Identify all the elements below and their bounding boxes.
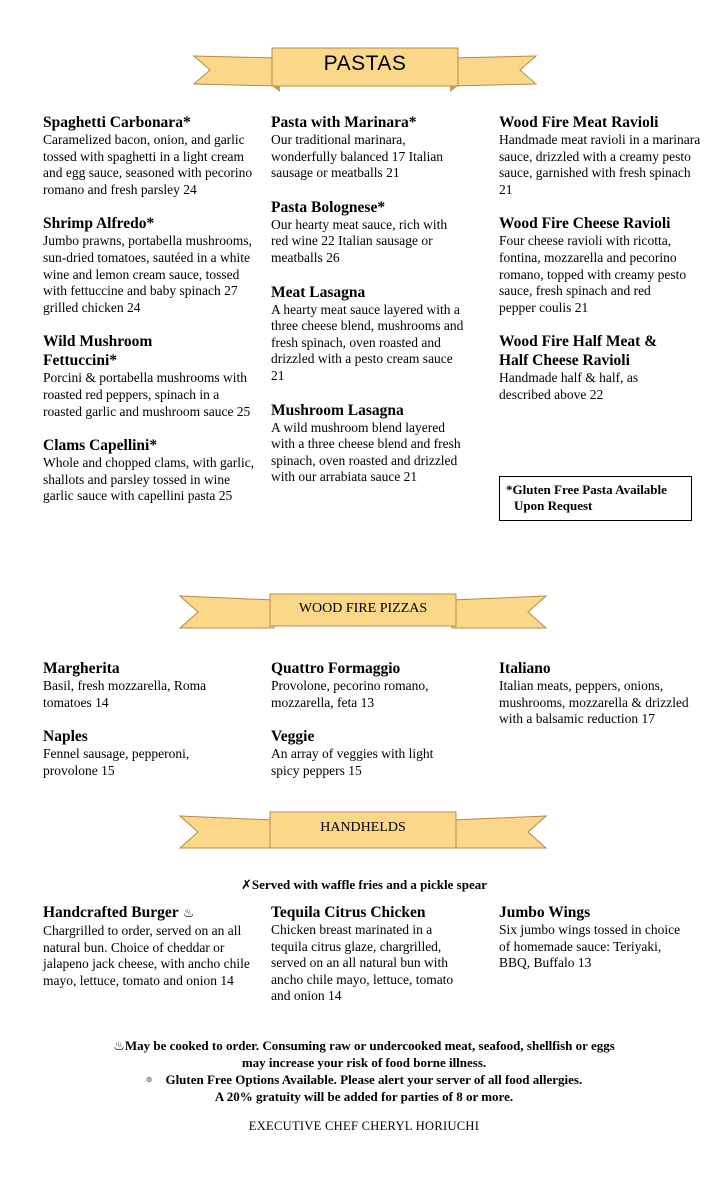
pastas-banner — [192, 44, 538, 96]
menu-item — [499, 332, 704, 403]
menu-item — [43, 659, 258, 711]
item-description: Our hearty meat sauce, rich with red wine 22 Italian sausage or meatballs 26 — [271, 216, 448, 265]
served-with-text: Served with waffle fries and a pickle spear — [251, 877, 487, 892]
menu-item — [271, 903, 466, 1005]
item-description: Caramelized bacon, onion, and garlic tossed with spaghetti in a light cream and egg sauce, seasoned with pecorino romano and fresh parsley 24 — [43, 132, 253, 197]
item-description: Italian meats, peppers, onions, mushrooms, mozzarella & drizzled with a balsamic reduction 17 — [499, 678, 689, 727]
menu-item — [271, 283, 466, 385]
food-safety-notice-line-2: may increase your risk of food borne illness. — [241, 1055, 487, 1070]
menu-item — [271, 727, 471, 779]
handhelds-column-3 — [499, 903, 694, 988]
gluten-free-line-2: Upon Request — [514, 498, 593, 513]
item-description: Jumbo prawns, portabella mushrooms, sun-dried tomatoes, sautéed in a white wine and lemon cream sauce, tossed with fettuccine and baby spinach 27 grilled chicken 24 — [43, 233, 252, 315]
item-name: Tequila Citrus Chicken — [271, 904, 426, 921]
food-safety-notice-line-1 — [0, 1037, 728, 1055]
pizzas-column-2 — [271, 659, 471, 795]
flame-icon: ♨ — [178, 906, 195, 921]
menu-item — [43, 113, 258, 198]
menu-item — [271, 113, 466, 182]
item-description: Basil, fresh mozzarella, Roma tomatoes 14 — [43, 678, 207, 710]
item-name: Naples — [43, 728, 88, 746]
menu-item — [43, 436, 258, 505]
item-name: Shrimp Alfredo* — [43, 215, 155, 233]
crossed-utensils-icon: ✗ — [241, 878, 252, 893]
item-description: Our traditional marinara, wonderfully balanced 17 Italian sausage or meatballs 21 — [271, 132, 444, 181]
menu-item — [271, 401, 466, 486]
allergy-alert-text: . Please alert your server of all food allergies. — [333, 1072, 583, 1087]
item-name: Mushroom Lasagna — [271, 401, 404, 419]
item-name: Veggie — [271, 728, 315, 746]
item-description: Four cheese ravioli with ricotta, fontina, mozzarella and pecorino romano, topped with creamy pesto sauce, fresh spinach and red pepper coulis 21 — [499, 233, 687, 315]
handhelds-banner — [178, 808, 548, 856]
gluten-free-line-1: *Gluten Free Pasta Available — [506, 482, 667, 497]
gluten-free-icon: ⊗ — [145, 1075, 153, 1084]
item-description: Fennel sausage, pepperoni, provolone 15 — [43, 746, 190, 778]
menu-item — [43, 727, 258, 779]
item-name: Margherita — [43, 660, 120, 677]
gratuity-notice: A 20% gratuity will be added for parties of 8 or more. — [214, 1089, 514, 1104]
item-description: Porcini & portabella mushrooms with roasted red peppers, spinach in a roasted garlic and mushroom sauce 25 — [43, 370, 251, 419]
section-title-pizzas: WOOD FIRE PIZZAS — [298, 601, 428, 616]
menu-item — [271, 198, 466, 267]
section-title-pastas: PASTAS — [323, 52, 407, 75]
item-name: Wood Fire Half Meat & Half Cheese Ravioli — [499, 333, 658, 370]
handhelds-column-2 — [271, 903, 466, 1021]
item-name: Wild Mushroom Fettuccini* — [43, 333, 153, 370]
item-description: Chargrilled to order, served on an all natural bun. Choice of cheddar or jalapeno jack cheese, with ancho chile mayo, lettuce, tomato and onion 14 — [43, 923, 250, 988]
menu-item — [271, 659, 471, 711]
gluten-free-options-notice — [0, 1071, 728, 1088]
item-name: Quattro Formaggio — [271, 660, 401, 677]
handhelds-column-1 — [43, 903, 263, 1005]
menu-item — [43, 214, 258, 316]
item-description: Handmade half & half, as described above 22 — [499, 370, 639, 402]
menu-item — [499, 214, 704, 316]
item-description: Whole and chopped clams, with garlic, shallots and parsley tossed in wine garlic sauce with capellini pasta 25 — [43, 455, 255, 504]
pastas-column-2 — [271, 113, 466, 502]
item-name: Pasta with Marinara* — [271, 114, 417, 131]
gluten-free-pasta-notice — [499, 476, 692, 521]
item-name: Jumbo Wings — [499, 904, 591, 921]
section-title-handhelds: HANDHELDS — [320, 820, 406, 835]
item-description: Six jumbo wings tossed in choice of homemade sauce: Teriyaki, BBQ, Buffalo 13 — [499, 922, 681, 971]
menu-item — [499, 113, 704, 198]
item-name: Italiano — [499, 660, 551, 677]
handhelds-served-with — [0, 876, 728, 894]
item-description: Handmade meat ravioli in a marinara sauce, drizzled with a creamy pesto sauce, garnished with fresh spinach 21 — [499, 132, 701, 197]
item-description: Chicken breast marinated in a tequila citrus glaze, chargrilled, served on an all natural bun with ancho chile mayo, lettuce, tomato and onion 14 — [271, 922, 454, 1004]
item-name: Clams Capellini* — [43, 437, 158, 455]
item-name — [43, 903, 263, 923]
footer-line-1: May be cooked to order. Consuming raw or undercooked meat, seafood, shellfish or eggs — [124, 1038, 615, 1053]
executive-chef: EXECUTIVE CHEF CHERYL HORIUCHI — [248, 1119, 480, 1133]
item-name: Pasta Bolognese* — [271, 198, 386, 216]
item-name: Spaghetti Carbonara* — [43, 114, 191, 131]
pizzas-column-1 — [43, 659, 258, 795]
item-description: An array of veggies with light spicy peppers 15 — [271, 746, 434, 778]
item-description: A wild mushroom blend layered with a three cheese blend and fresh spinach, oven roasted and drizzled with our arrabiata sauce 21 — [271, 419, 461, 485]
item-name: Wood Fire Meat Ravioli — [499, 114, 659, 131]
pastas-column-1 — [43, 113, 258, 521]
gluten-free-options-text: Gluten Free Options Available — [165, 1072, 334, 1087]
pastas-column-3 — [499, 113, 704, 420]
menu-item — [499, 903, 694, 972]
pizzas-column-3 — [499, 659, 704, 744]
menu-item — [43, 332, 258, 420]
item-name: Wood Fire Cheese Ravioli — [499, 215, 671, 233]
menu-item — [43, 903, 263, 989]
pizzas-banner — [178, 588, 548, 636]
flame-icon: ♨ — [113, 1039, 125, 1054]
item-description: Provolone, pecorino romano, mozzarella, feta 13 — [271, 678, 429, 710]
item-name: Meat Lasagna — [271, 283, 366, 301]
menu-item — [499, 659, 704, 728]
item-name-text: Handcrafted Burger — [43, 904, 179, 921]
item-description: A hearty meat sauce layered with a three cheese blend, mushrooms and fresh spinach, oven roasted and drizzled with a pesto cream sauce 21 — [271, 301, 464, 383]
